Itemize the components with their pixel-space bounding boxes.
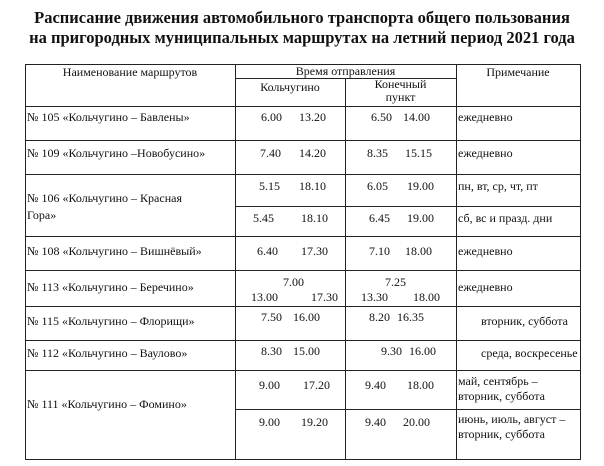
grid-line bbox=[25, 106, 581, 107]
terminal-time: 14.00 bbox=[403, 110, 430, 124]
departure-time: 19.20 bbox=[301, 415, 328, 429]
title-line-1: Расписание движения автомобильного транспорта общего пользования bbox=[34, 8, 570, 27]
departure-time: 7.50 bbox=[261, 310, 282, 324]
grid-line bbox=[456, 64, 457, 460]
header-departure: Время отправления bbox=[295, 64, 396, 78]
departure-time: 9.00 bbox=[259, 415, 280, 429]
grid-line bbox=[235, 409, 581, 410]
note-line-1: май, сентябрь – bbox=[458, 374, 538, 388]
note-text: ежедневно bbox=[458, 110, 513, 124]
departure-time: 6.00 bbox=[261, 110, 282, 124]
note-text: ежедневно bbox=[458, 280, 513, 294]
terminal-time: 6.05 bbox=[367, 179, 388, 193]
route-name-line-1: № 106 «Кольчугино – Красная bbox=[27, 191, 182, 205]
note-text: ежедневно bbox=[458, 244, 513, 258]
departure-time: 7.40 bbox=[260, 146, 281, 160]
departure-time: 15.00 bbox=[293, 344, 320, 358]
departure-time: 18.10 bbox=[299, 179, 326, 193]
departure-time: 9.00 bbox=[259, 378, 280, 392]
note-text: среда, воскресенье bbox=[481, 346, 578, 360]
note-text bbox=[458, 374, 545, 404]
route-name: № 105 «Кольчугино – Бавлены» bbox=[27, 110, 190, 124]
route-name-line-2: Гора» bbox=[27, 208, 57, 222]
grid-line bbox=[25, 174, 581, 175]
terminal-time: 6.45 bbox=[369, 211, 390, 225]
terminal-time: 8.20 bbox=[369, 310, 390, 324]
grid-line bbox=[25, 340, 581, 341]
header-route: Наименование маршрутов bbox=[62, 65, 198, 79]
terminal-time: 16.00 bbox=[409, 344, 436, 358]
note-text: сб, вс и празд. дни bbox=[458, 211, 553, 225]
header-note: Примечание bbox=[486, 65, 550, 79]
grid-line bbox=[345, 78, 346, 460]
departure-time: 18.10 bbox=[301, 211, 328, 225]
route-name: № 111 «Кольчугино – Фомино» bbox=[27, 397, 187, 411]
terminal-time: 15.15 bbox=[405, 146, 432, 160]
document-title bbox=[0, 8, 604, 48]
route-name: № 115 «Кольчугино – Флорищи» bbox=[27, 314, 195, 328]
header-from-kolchugino: Кольчугино bbox=[260, 80, 320, 94]
route-name: № 108 «Кольчугино – Вишнёвый» bbox=[27, 244, 202, 258]
title-line-2: на пригородных муниципальных маршрутах на летний период 2021 года bbox=[29, 28, 575, 47]
terminal-time: 6.50 bbox=[371, 110, 392, 124]
route-name: № 109 «Кольчугино –Новобусино» bbox=[27, 146, 206, 160]
departure-time: 17.20 bbox=[303, 378, 330, 392]
route-name: № 113 «Кольчугино – Беречино» bbox=[27, 280, 194, 294]
note-text: вторник, суббота bbox=[481, 314, 568, 328]
terminal-time: 9.30 bbox=[381, 344, 402, 358]
grid-line bbox=[235, 64, 236, 460]
terminal-time: 19.00 bbox=[407, 179, 434, 193]
terminal-time: 20.00 bbox=[403, 415, 430, 429]
header-terminal-line-2: пункт bbox=[385, 90, 416, 104]
note-line-2: вторник, суббота bbox=[458, 427, 545, 441]
route-name: № 112 «Кольчугино – Ваулово» bbox=[27, 346, 188, 360]
departure-time: 5.15 bbox=[259, 179, 280, 193]
terminal-time: 18.00 bbox=[407, 378, 434, 392]
departure-time: 5.45 bbox=[253, 211, 274, 225]
terminal-time: 7.10 bbox=[369, 244, 390, 258]
grid-line bbox=[235, 206, 581, 207]
departure-time: 6.40 bbox=[257, 244, 278, 258]
departure-time: 7.00 bbox=[283, 275, 304, 289]
departure-time: 14.20 bbox=[299, 146, 326, 160]
header-terminal-line-1: Конечный bbox=[374, 77, 427, 91]
terminal-time: 18.00 bbox=[413, 290, 440, 304]
grid-line bbox=[25, 140, 581, 141]
grid-line bbox=[580, 64, 581, 460]
grid-line bbox=[25, 64, 26, 460]
route-name bbox=[27, 190, 182, 224]
note-line-2: вторник, суббота bbox=[458, 389, 545, 403]
departure-time: 13.20 bbox=[299, 110, 326, 124]
departure-time: 13.00 bbox=[251, 290, 278, 304]
grid-line bbox=[25, 236, 581, 237]
terminal-time: 18.00 bbox=[405, 244, 432, 258]
grid-line bbox=[25, 270, 581, 271]
terminal-time: 16.35 bbox=[397, 310, 424, 324]
grid-line bbox=[25, 459, 581, 460]
schedule-table bbox=[25, 64, 581, 460]
departure-time: 8.30 bbox=[261, 344, 282, 358]
grid-line bbox=[25, 370, 581, 371]
terminal-time: 19.00 bbox=[407, 211, 434, 225]
departure-time: 17.30 bbox=[311, 290, 338, 304]
terminal-time: 13.30 bbox=[361, 290, 388, 304]
note-text bbox=[458, 412, 565, 442]
departure-time: 17.30 bbox=[301, 244, 328, 258]
note-line-1: июнь, июль, август – bbox=[458, 412, 566, 426]
terminal-time: 9.40 bbox=[365, 378, 386, 392]
departure-time: 16.00 bbox=[293, 310, 320, 324]
header-terminal bbox=[345, 78, 456, 104]
terminal-time: 7.25 bbox=[385, 275, 406, 289]
terminal-time: 8.35 bbox=[367, 146, 388, 160]
note-text: пн, вт, ср, чт, пт bbox=[458, 179, 538, 193]
note-text: ежедневно bbox=[458, 146, 513, 160]
grid-line bbox=[25, 306, 581, 307]
terminal-time: 9.40 bbox=[365, 415, 386, 429]
